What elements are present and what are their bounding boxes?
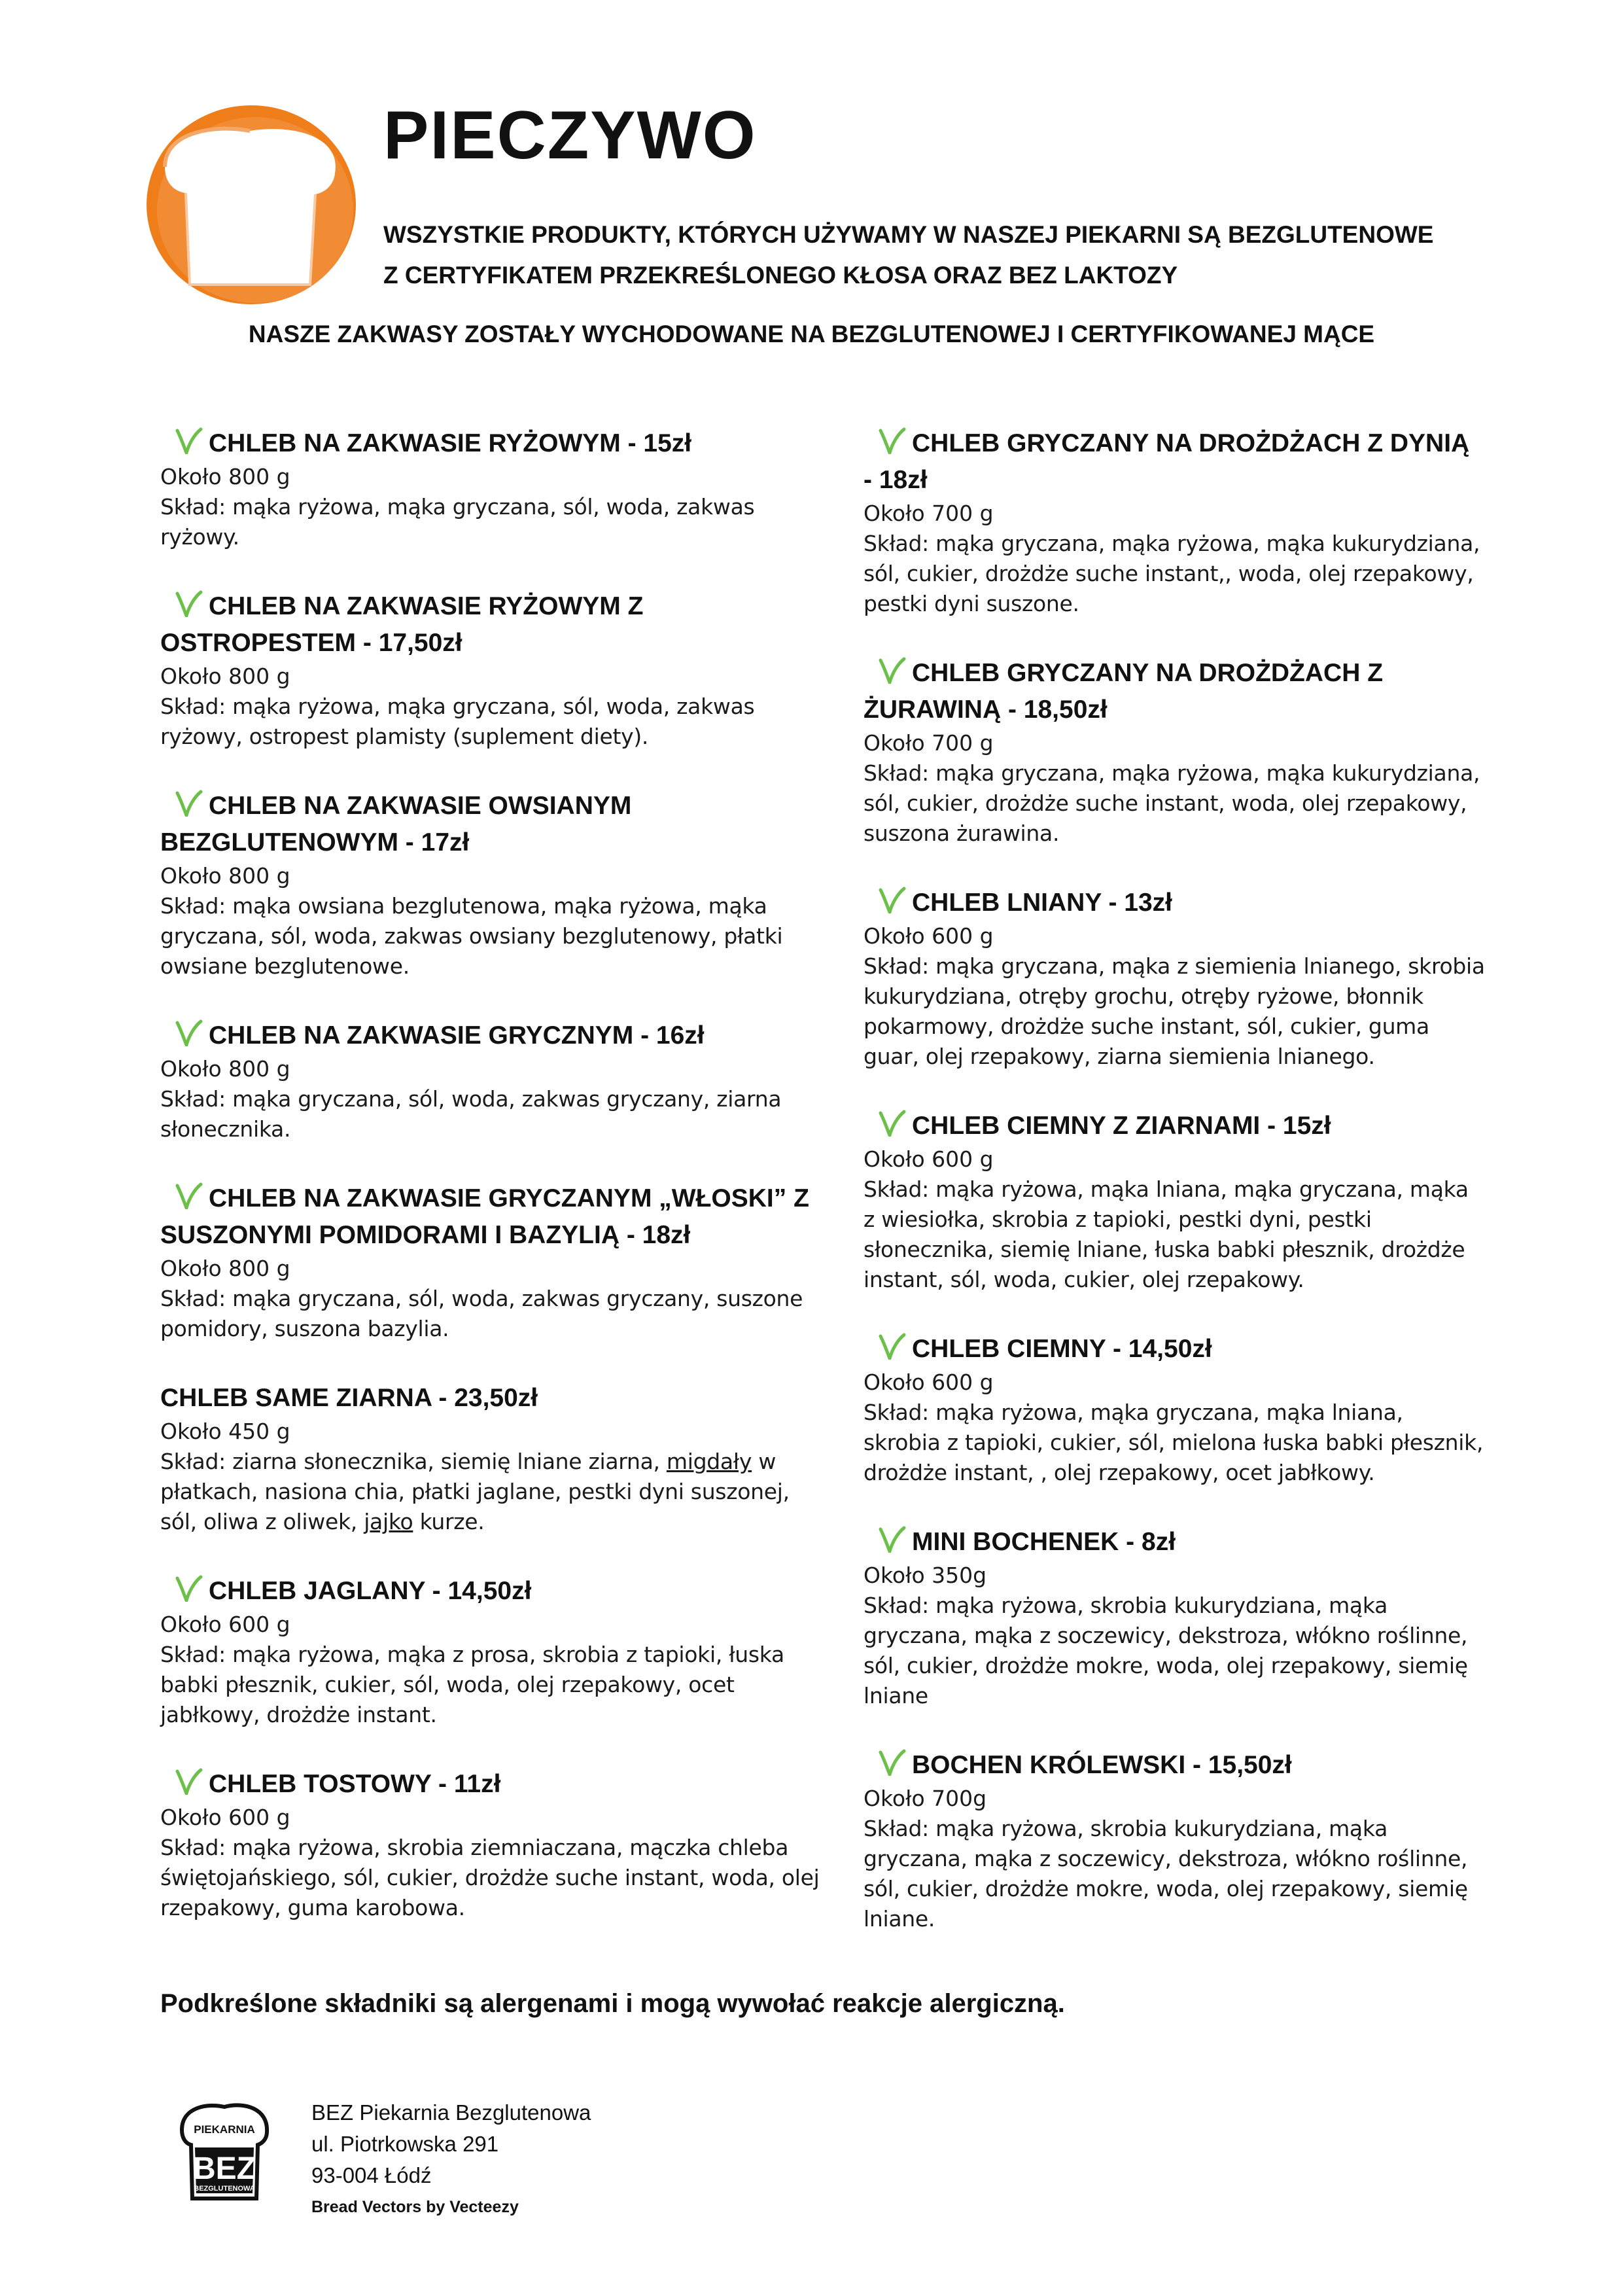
product-ingredients: Skład: mąka owsiana bezglutenowa, mąka ryżowa, mąka gryczana, sól, woda, zakwas owsiany bezglutenowy, płatki owsiane bezglutenowe. — [160, 893, 783, 979]
product-ingredients: Skład: mąka ryżowa, skrobia kukurydziana, mąka gryczana, mąka z soczewicy, dekstroza, włókno roślinne, sól, cukier, drożdże mokre, woda, olej rzepakowy, siemię lniane. — [864, 1816, 1468, 1932]
product-name: CHLEB NA ZAKWASIE RYŻOWYM - 15zł — [209, 429, 692, 457]
product-item — [864, 1331, 1485, 1488]
product-ingredients: Skład: mąka ryżowa, mąka z prosa, skrobia z tapioki, łuska babki płesznik, cukier, sól, woda, olej rzepakowy, ocet jabłkowy, drożdże instant. — [160, 1642, 784, 1727]
product-weight: Około 600 g — [160, 1805, 290, 1830]
product-item — [864, 885, 1485, 1072]
product-weight: Około 700 g — [864, 501, 994, 526]
product-weight: Około 700g — [864, 1786, 987, 1811]
vegan-leaf-icon — [875, 886, 907, 913]
product-name: CHLEB TOSTOWY - 11zł — [209, 1770, 501, 1798]
product-name: CHLEB NA ZAKWASIE GRYCZANYM „WŁOSKI” Z SUSZONYMI POMIDORAMI I BAZYLIĄ - 18zł — [160, 1184, 809, 1249]
footer-address: BEZ Piekarnia Bezglutenowa ul. Piotrkowska 291 93-004 Łódź Bread Vectors by Vecteezy — [311, 2097, 591, 2223]
product-name: MINI BOCHENEK - 8zł — [912, 1528, 1176, 1556]
vegan-leaf-icon — [172, 590, 203, 617]
product-name: CHLEB JAGLANY - 14,50zł — [209, 1577, 532, 1605]
logo-text-main: BEZ — [193, 2151, 256, 2186]
product-item — [160, 1573, 821, 1730]
product-item — [160, 1180, 821, 1344]
product-name: BOCHEN KRÓLEWSKI - 15,50zł — [912, 1751, 1292, 1779]
product-item — [864, 1524, 1485, 1711]
vegan-leaf-icon — [875, 1109, 907, 1137]
product-item — [160, 788, 821, 981]
vegan-leaf-icon — [172, 789, 203, 817]
vegan-leaf-icon — [875, 427, 907, 454]
product-name: CHLEB CIEMNY Z ZIARNAMI - 15zł — [912, 1112, 1331, 1140]
product-name: CHLEB NA ZAKWASIE RYŻOWYM Z OSTROPESTEM - 17,50zł — [160, 592, 644, 657]
product-weight: Około 700 g — [864, 730, 994, 756]
product-ingredients: Skład: mąka gryczana, mąka ryżowa, mąka kukurydziana, sól, cukier, drożdże suche instant, woda, olej rzepakowy, suszona żurawina. — [864, 760, 1480, 846]
vegan-leaf-icon — [875, 656, 907, 684]
product-item — [864, 425, 1485, 619]
product-weight: Około 600 g — [864, 1146, 994, 1172]
product-item — [160, 425, 821, 552]
product-item — [160, 1766, 821, 1923]
logo-text-top: PIEKARNIA — [194, 2123, 255, 2136]
product-name: CHLEB LNIANY - 13zł — [912, 889, 1172, 917]
product-ingredients: Skład: mąka gryczana, mąka ryżowa, mąka kukurydziana, sól, cukier, drożdże suche instant,, woda, olej rzepakowy, pestki dyni suszone. — [864, 531, 1480, 616]
gluten-free-statement: WSZYSTKIE PRODUKTY, KTÓRYCH UŻYWAMY W NASZEJ PIEKARNI SĄ BEZGLUTENOWE Z CERTYFIKATEM PRZEKREŚLONEGO KŁOSA ORAZ BEZ LAKTOZY — [383, 221, 1434, 289]
vegan-leaf-icon — [172, 427, 203, 454]
vegan-leaf-icon — [875, 1332, 907, 1360]
product-item — [864, 655, 1485, 849]
vegan-leaf-icon — [172, 1182, 203, 1209]
image-credit: Bread Vectors by Vecteezy — [311, 2198, 519, 2216]
product-ingredients: Skład: mąka ryżowa, skrobia ziemniaczana, mączka chleba świętojańskiego, sól, cukier, drożdże suche instant, woda, olej rzepakowy, guma karobowa. — [160, 1835, 820, 1920]
product-ingredients: Skład: mąka ryżowa, skrobia kukurydziana, mąka gryczana, mąka z soczewicy, dekstroza, włókno roślinne, sól, cukier, drożdże mokre, woda, olej rzepakowy, siemię lniane — [864, 1593, 1468, 1708]
product-name: CHLEB SAME ZIARNA - 23,50zł — [160, 1384, 538, 1412]
product-weight: Około 450 g — [160, 1419, 290, 1444]
product-weight: Około 600 g — [864, 1369, 994, 1395]
product-weight: Około 800 g — [160, 1256, 290, 1281]
product-weight: Około 800 g — [160, 663, 290, 689]
page-title: PIECZYWO — [383, 97, 757, 173]
product-weight: Około 800 g — [160, 1056, 290, 1082]
allergen-egg: jajko — [364, 1509, 413, 1534]
product-weight: Około 600 g — [864, 923, 994, 949]
product-ingredients: Skład: mąka gryczana, mąka z siemienia lnianego, skrobia kukurydziana, otręby grochu, otręby ryżowe, błonnik pokarmowy, drożdże suche instant, sól, cukier, guma guar, olej rzepakowy, ziarna siemienia lnianego. — [864, 953, 1485, 1069]
vegan-leaf-icon — [875, 1748, 907, 1776]
product-weight: Około 600 g — [160, 1612, 290, 1637]
product-name: CHLEB NA ZAKWASIE OWSIANYM BEZGLUTENOWYM - 17zł — [160, 792, 632, 857]
product-ingredients: Skład: ziarna słonecznika, siemię lniane ziarna, migdały w płatkach, nasiona chia, płatki jaglane, pestki dyni suszonej, sól, oliwa z oliwek, jajko kurze. — [160, 1449, 790, 1534]
product-item — [160, 1380, 821, 1537]
vegan-leaf-icon — [875, 1525, 907, 1553]
product-ingredients: Skład: mąka gryczana, sól, woda, zakwas gryczany, ziarna słonecznika. — [160, 1086, 782, 1142]
product-item — [160, 1017, 821, 1144]
product-ingredients: Skład: mąka gryczana, sól, woda, zakwas gryczany, suszone pomidory, suszona bazylia. — [160, 1286, 803, 1341]
logo-text-bottom: BEZGLUTENOWA — [194, 2185, 255, 2193]
product-weight: Około 350g — [864, 1563, 987, 1588]
allergen-note: Podkreślone składniki są alergenami i mogą wywołać reakcje alergiczną. — [160, 1989, 1065, 2018]
product-item — [864, 1747, 1485, 1934]
product-ingredients: Skład: mąka ryżowa, mąka gryczana, sól, woda, zakwas ryżowy, ostropest plamisty (suplement diety). — [160, 694, 755, 749]
product-item — [864, 1108, 1485, 1295]
product-ingredients: Skład: mąka ryżowa, mąka gryczana, sól, woda, zakwas ryżowy. — [160, 494, 755, 550]
product-list-right — [864, 425, 1485, 1970]
product-ingredients: Skład: mąka ryżowa, mąka gryczana, mąka lniana, skrobia z tapioki, cukier, sól, mielona łuska babki płesznik, drożdże instant, , olej rzepakowy, ocet jabłkowy. — [864, 1400, 1484, 1485]
product-name: CHLEB GRYCZANY NA DROŻDŻACH Z ŻURAWINĄ - 18,50zł — [864, 659, 1384, 724]
product-name: CHLEB NA ZAKWASIE GRYCZNYM - 16zł — [209, 1021, 705, 1050]
vegan-leaf-icon — [172, 1767, 203, 1795]
vegan-leaf-icon — [172, 1574, 203, 1602]
product-weight: Około 800 g — [160, 464, 290, 489]
sourdough-statement: NASZE ZAKWASY ZOSTAŁY WYCHODOWANE NA BEZGLUTENOWEJ I CERTYFIKOWANEJ MĄCE — [248, 321, 1375, 347]
product-weight: Około 800 g — [160, 863, 290, 889]
product-name: CHLEB CIEMNY - 14,50zł — [912, 1335, 1212, 1363]
vegan-leaf-icon — [172, 1019, 203, 1046]
bakery-logo-icon — [169, 2094, 280, 2205]
product-ingredients: Skład: mąka ryżowa, mąka lniana, mąka gryczana, mąka z wiesiołka, skrobia z tapioki, pestki dyni, pestki słonecznika, siemię lniane, łuska babki płesznik, drożdże instant, sól, woda, cukier, olej rzepakowy. — [864, 1176, 1469, 1292]
product-list-left — [160, 425, 821, 1959]
bread-logo-icon — [139, 95, 361, 311]
product-name: CHLEB GRYCZANY NA DROŻDŻACH Z DYNIĄ - 18zł — [864, 429, 1470, 494]
product-item — [160, 588, 821, 752]
allergen-almonds: migdały — [666, 1449, 752, 1474]
